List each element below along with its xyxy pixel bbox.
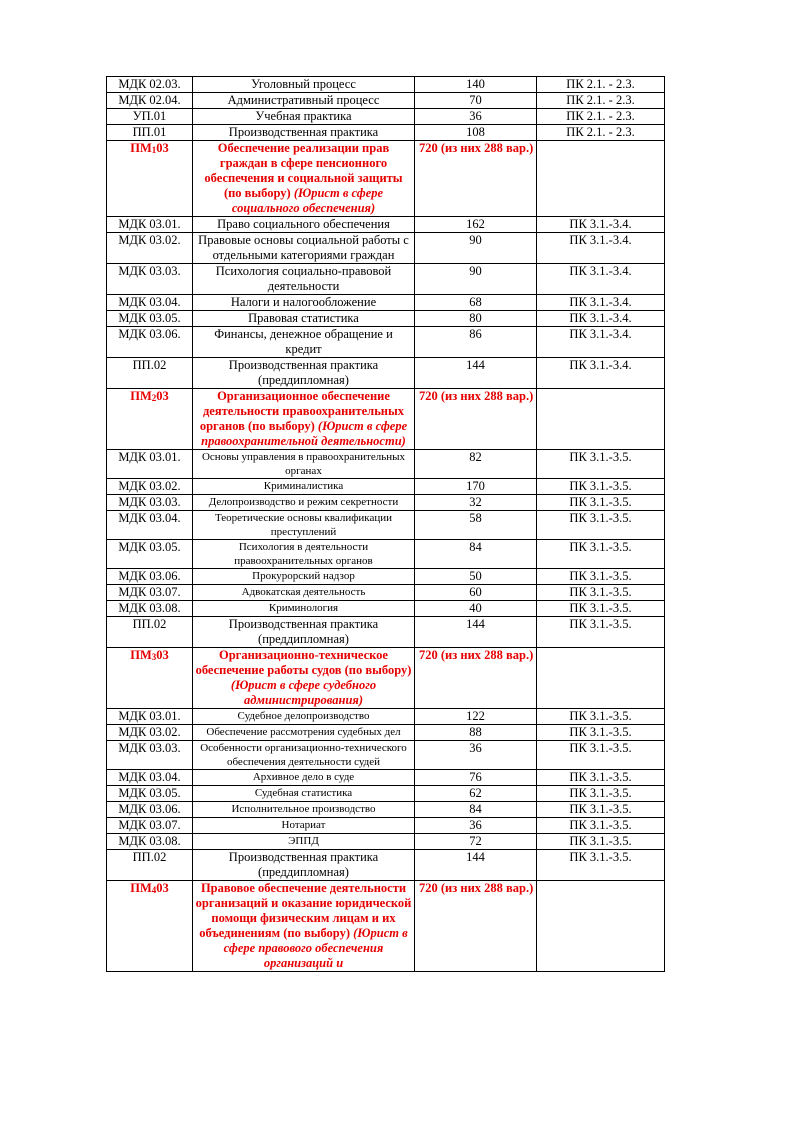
course-name: Налоги и налогообложение bbox=[193, 295, 415, 311]
table-row bbox=[107, 217, 665, 233]
course-hours: 108 bbox=[415, 125, 537, 141]
course-name: Психология в деятельности правоохранительных органов bbox=[193, 540, 415, 569]
module-hours: 720 (из них 288 вар.) bbox=[415, 881, 537, 972]
table-row bbox=[107, 802, 665, 818]
course-hours: 36 bbox=[415, 109, 537, 125]
course-code: МДК 03.01. bbox=[107, 217, 193, 233]
course-competencies: ПК 3.1.-3.5. bbox=[537, 709, 665, 725]
table-row bbox=[107, 741, 665, 770]
table-row bbox=[107, 311, 665, 327]
course-name: Особенности организационно-технического обеспечения деятельности судей bbox=[193, 741, 415, 770]
course-hours: 60 bbox=[415, 585, 537, 601]
module-row bbox=[107, 881, 665, 972]
module-title bbox=[193, 389, 415, 450]
table-row bbox=[107, 109, 665, 125]
course-name: Теоретические основы квалификации преступлений bbox=[193, 511, 415, 540]
course-competencies: ПК 3.1.-3.5. bbox=[537, 511, 665, 540]
course-name: Криминология bbox=[193, 601, 415, 617]
module-title-text: Обеспечение реализации прав граждан в сфере пенсионного обеспечения и социальной защиты (по выбору) bbox=[204, 141, 403, 200]
course-hours: 170 bbox=[415, 479, 537, 495]
course-competencies: ПК 3.1.-3.5. bbox=[537, 741, 665, 770]
course-competencies: ПК 3.1.-3.5. bbox=[537, 786, 665, 802]
module-title-text: Организационно-техническое обеспечение работы судов (по выбору) bbox=[195, 648, 412, 677]
course-competencies: ПК 3.1.-3.5. bbox=[537, 850, 665, 881]
course-hours: 36 bbox=[415, 741, 537, 770]
course-name: Судебное делопроизводство bbox=[193, 709, 415, 725]
module-code bbox=[107, 648, 193, 709]
module-code bbox=[107, 389, 193, 450]
course-competencies: ПК 3.1.-3.5. bbox=[537, 495, 665, 511]
curriculum-table-body bbox=[107, 77, 665, 972]
table-row bbox=[107, 327, 665, 358]
course-name: Обеспечение рассмотрения судебных дел bbox=[193, 725, 415, 741]
module-code-suffix: 03 bbox=[156, 141, 169, 155]
course-hours: 32 bbox=[415, 495, 537, 511]
course-hours: 82 bbox=[415, 450, 537, 479]
module-title-text: Организационное обеспечение деятельности правоохранительных органов (по выбору) bbox=[199, 389, 405, 433]
course-hours: 86 bbox=[415, 327, 537, 358]
course-name: Финансы, денежное обращение и кредит bbox=[193, 327, 415, 358]
course-competencies: ПК 2.1. - 2.3. bbox=[537, 109, 665, 125]
course-name: Основы управления в правоохранительных органах bbox=[193, 450, 415, 479]
course-competencies: ПК 3.1.-3.5. bbox=[537, 725, 665, 741]
course-competencies: ПК 3.1.-3.5. bbox=[537, 569, 665, 585]
course-code: МДК 03.04. bbox=[107, 770, 193, 786]
table-row bbox=[107, 495, 665, 511]
course-competencies: ПК 2.1. - 2.3. bbox=[537, 125, 665, 141]
course-competencies: ПК 3.1.-3.4. bbox=[537, 264, 665, 295]
course-competencies: ПК 3.1.-3.5. bbox=[537, 585, 665, 601]
course-name: Правовая статистика bbox=[193, 311, 415, 327]
course-competencies: ПК 3.1.-3.4. bbox=[537, 311, 665, 327]
table-row bbox=[107, 834, 665, 850]
module-code-suffix: 03 bbox=[156, 389, 169, 403]
module-row bbox=[107, 141, 665, 217]
course-code: МДК 03.08. bbox=[107, 834, 193, 850]
module-code-prefix: ПМ bbox=[130, 141, 152, 155]
course-name: Правовые основы социальной работы с отдельными категориями граждан bbox=[193, 233, 415, 264]
course-name: Учебная практика bbox=[193, 109, 415, 125]
module-hours: 720 (из них 288 вар.) bbox=[415, 389, 537, 450]
course-hours: 88 bbox=[415, 725, 537, 741]
course-competencies: ПК 3.1.-3.5. bbox=[537, 450, 665, 479]
table-row bbox=[107, 479, 665, 495]
course-competencies: ПК 2.1. - 2.3. bbox=[537, 77, 665, 93]
course-competencies: ПК 3.1.-3.5. bbox=[537, 770, 665, 786]
course-code: МДК 03.03. bbox=[107, 495, 193, 511]
course-competencies: ПК 3.1.-3.5. bbox=[537, 601, 665, 617]
course-competencies: ПК 3.1.-3.4. bbox=[537, 295, 665, 311]
course-hours: 68 bbox=[415, 295, 537, 311]
table-row bbox=[107, 233, 665, 264]
course-name: Архивное дело в суде bbox=[193, 770, 415, 786]
course-code: МДК 03.05. bbox=[107, 540, 193, 569]
table-row bbox=[107, 601, 665, 617]
course-name: Нотариат bbox=[193, 818, 415, 834]
course-competencies: ПК 3.1.-3.5. bbox=[537, 802, 665, 818]
module-code-subscript: 2 bbox=[151, 393, 157, 403]
course-code: ПП.02 bbox=[107, 358, 193, 389]
course-code: МДК 03.03. bbox=[107, 264, 193, 295]
course-name: Криминалистика bbox=[193, 479, 415, 495]
course-code: ПП.02 bbox=[107, 617, 193, 648]
module-code-prefix: ПМ bbox=[130, 389, 152, 403]
course-name: Делопроизводство и режим секретности bbox=[193, 495, 415, 511]
course-code: МДК 02.03. bbox=[107, 77, 193, 93]
course-name: Производственная практика (преддипломная) bbox=[193, 850, 415, 881]
course-name: Производственная практика (преддипломная) bbox=[193, 358, 415, 389]
course-hours: 144 bbox=[415, 850, 537, 881]
course-name: Адвокатская деятельность bbox=[193, 585, 415, 601]
course-code: МДК 03.06. bbox=[107, 569, 193, 585]
course-competencies: ПК 3.1.-3.4. bbox=[537, 327, 665, 358]
module-code-prefix: ПМ bbox=[130, 881, 152, 895]
table-row bbox=[107, 725, 665, 741]
course-competencies: ПК 3.1.-3.4. bbox=[537, 217, 665, 233]
table-row bbox=[107, 93, 665, 109]
course-code: ПП.01 bbox=[107, 125, 193, 141]
course-code: МДК 03.03. bbox=[107, 741, 193, 770]
course-hours: 76 bbox=[415, 770, 537, 786]
course-code: МДК 03.06. bbox=[107, 327, 193, 358]
course-competencies: ПК 3.1.-3.5. bbox=[537, 834, 665, 850]
course-hours: 122 bbox=[415, 709, 537, 725]
module-specialization: (Юрист в сфере правоохранительной деятельности) bbox=[201, 419, 408, 448]
course-code: МДК 03.01. bbox=[107, 450, 193, 479]
course-competencies: ПК 3.1.-3.5. bbox=[537, 818, 665, 834]
module-specialization: (Юрист в сфере социального обеспечения) bbox=[231, 186, 384, 215]
module-hours: 720 (из них 288 вар.) bbox=[415, 141, 537, 217]
course-name: Производственная практика (преддипломная) bbox=[193, 617, 415, 648]
module-row bbox=[107, 648, 665, 709]
table-row bbox=[107, 511, 665, 540]
module-title bbox=[193, 141, 415, 217]
course-code: МДК 03.07. bbox=[107, 818, 193, 834]
module-code bbox=[107, 141, 193, 217]
course-hours: 140 bbox=[415, 77, 537, 93]
course-code: МДК 03.06. bbox=[107, 802, 193, 818]
table-row bbox=[107, 850, 665, 881]
course-code: МДК 03.05. bbox=[107, 311, 193, 327]
module-hours: 720 (из них 288 вар.) bbox=[415, 648, 537, 709]
table-row bbox=[107, 295, 665, 311]
course-name: Административный процесс bbox=[193, 93, 415, 109]
table-row bbox=[107, 786, 665, 802]
course-code: МДК 03.08. bbox=[107, 601, 193, 617]
course-hours: 40 bbox=[415, 601, 537, 617]
module-competencies bbox=[537, 389, 665, 450]
course-hours: 36 bbox=[415, 818, 537, 834]
course-competencies: ПК 3.1.-3.5. bbox=[537, 617, 665, 648]
course-name: Прокурорский надзор bbox=[193, 569, 415, 585]
course-code: МДК 03.04. bbox=[107, 295, 193, 311]
table-row bbox=[107, 358, 665, 389]
curriculum-table bbox=[106, 76, 665, 972]
course-hours: 144 bbox=[415, 617, 537, 648]
course-hours: 50 bbox=[415, 569, 537, 585]
table-row bbox=[107, 770, 665, 786]
course-hours: 72 bbox=[415, 834, 537, 850]
course-code: МДК 02.04. bbox=[107, 93, 193, 109]
table-row bbox=[107, 818, 665, 834]
course-hours: 80 bbox=[415, 311, 537, 327]
table-row bbox=[107, 450, 665, 479]
course-name: Судебная статистика bbox=[193, 786, 415, 802]
table-row bbox=[107, 77, 665, 93]
module-specialization: (Юрист в сфере правового обеспечения организаций и bbox=[223, 926, 408, 970]
course-code: МДК 03.02. bbox=[107, 233, 193, 264]
module-code bbox=[107, 881, 193, 972]
course-hours: 90 bbox=[415, 264, 537, 295]
module-code-subscript: 4 bbox=[151, 885, 157, 895]
module-competencies bbox=[537, 881, 665, 972]
course-code: ПП.02 bbox=[107, 850, 193, 881]
course-hours: 90 bbox=[415, 233, 537, 264]
course-competencies: ПК 3.1.-3.5. bbox=[537, 479, 665, 495]
course-competencies: ПК 3.1.-3.4. bbox=[537, 233, 665, 264]
course-hours: 70 bbox=[415, 93, 537, 109]
module-title bbox=[193, 881, 415, 972]
course-code: МДК 03.02. bbox=[107, 479, 193, 495]
course-name: ЭППД bbox=[193, 834, 415, 850]
table-row bbox=[107, 709, 665, 725]
course-competencies: ПК 3.1.-3.5. bbox=[537, 540, 665, 569]
module-code-subscript: 1 bbox=[151, 145, 157, 155]
course-hours: 162 bbox=[415, 217, 537, 233]
course-hours: 62 bbox=[415, 786, 537, 802]
module-title bbox=[193, 648, 415, 709]
course-name: Исполнительное производство bbox=[193, 802, 415, 818]
course-code: МДК 03.01. bbox=[107, 709, 193, 725]
table-row bbox=[107, 585, 665, 601]
course-hours: 84 bbox=[415, 802, 537, 818]
module-code-suffix: 03 bbox=[156, 881, 169, 895]
module-code-prefix: ПМ bbox=[130, 648, 152, 662]
course-code: МДК 03.04. bbox=[107, 511, 193, 540]
module-competencies bbox=[537, 648, 665, 709]
table-row bbox=[107, 264, 665, 295]
table-row bbox=[107, 125, 665, 141]
course-name: Уголовный процесс bbox=[193, 77, 415, 93]
module-code-subscript: 3 bbox=[151, 652, 157, 662]
module-code-suffix: 03 bbox=[156, 648, 169, 662]
module-row bbox=[107, 389, 665, 450]
course-hours: 84 bbox=[415, 540, 537, 569]
course-name: Производственная практика bbox=[193, 125, 415, 141]
course-name: Право социального обеспечения bbox=[193, 217, 415, 233]
course-code: МДК 03.07. bbox=[107, 585, 193, 601]
course-hours: 144 bbox=[415, 358, 537, 389]
course-name: Психология социально-правовой деятельности bbox=[193, 264, 415, 295]
module-specialization: (Юрист в сфере судебного администрирования) bbox=[230, 678, 377, 707]
course-competencies: ПК 3.1.-3.4. bbox=[537, 358, 665, 389]
course-code: МДК 03.05. bbox=[107, 786, 193, 802]
table-row bbox=[107, 569, 665, 585]
course-code: МДК 03.02. bbox=[107, 725, 193, 741]
course-hours: 58 bbox=[415, 511, 537, 540]
table-row bbox=[107, 540, 665, 569]
table-row bbox=[107, 617, 665, 648]
module-competencies bbox=[537, 141, 665, 217]
course-code: УП.01 bbox=[107, 109, 193, 125]
module-title-text: Правовое обеспечение деятельности организаций и оказание юридической помощи физическим лицам и их объединениям (по выбору) bbox=[195, 881, 412, 940]
course-competencies: ПК 2.1. - 2.3. bbox=[537, 93, 665, 109]
